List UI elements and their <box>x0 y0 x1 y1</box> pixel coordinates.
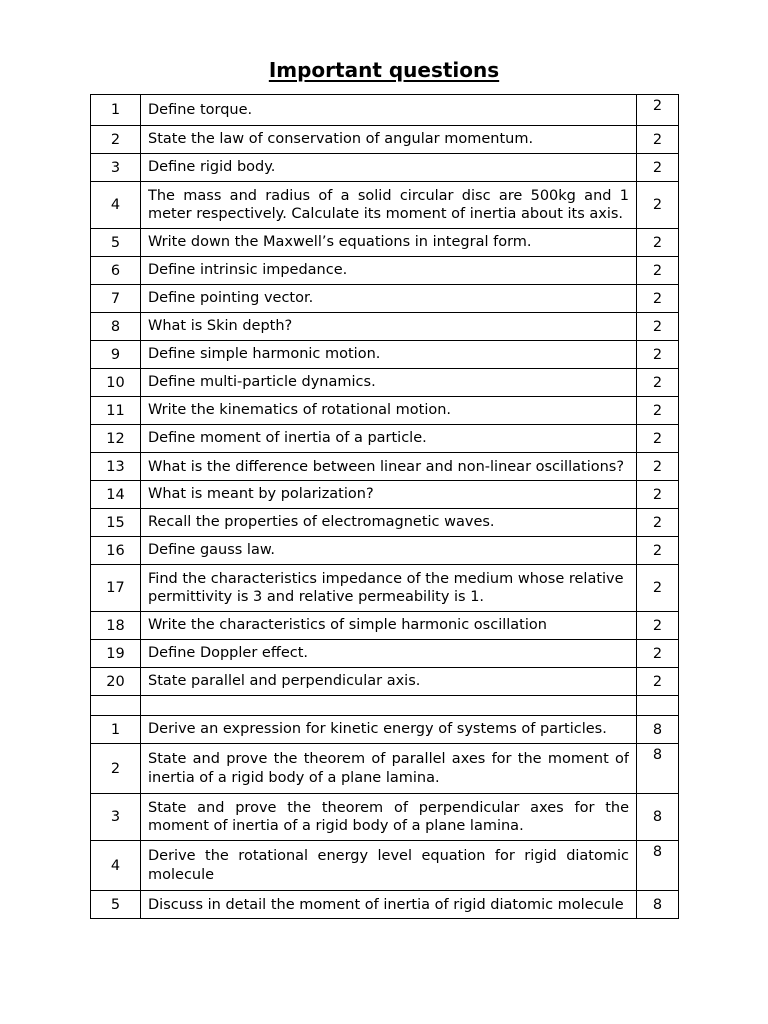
question-marks: 8 <box>637 841 679 891</box>
question-number: 14 <box>91 481 141 509</box>
question-text-content: Write the characteristics of simple harmonic oscillation <box>148 617 547 634</box>
question-text <box>141 537 637 565</box>
question-text-content: Define gauss law. <box>148 542 275 559</box>
table-row <box>91 369 679 397</box>
question-marks: 2 <box>637 453 679 481</box>
question-text-content: The mass and radius of a solid circular disc are 500kg and 1 meter respectively. Calculate its moment of inertia about its axis. <box>148 187 629 222</box>
question-number: 10 <box>91 369 141 397</box>
question-number: 13 <box>91 453 141 481</box>
empty-cell <box>637 696 679 716</box>
question-text <box>141 397 637 425</box>
question-text <box>141 744 637 794</box>
question-text <box>141 257 637 285</box>
question-number: 11 <box>91 397 141 425</box>
question-text-content: State and prove the theorem of perpendicular axes for the moment of inertia of a rigid body of a plane lamina. <box>148 799 629 834</box>
question-marks: 2 <box>637 313 679 341</box>
question-text-content: What is Skin depth? <box>148 318 293 335</box>
question-number: 20 <box>91 668 141 696</box>
question-text <box>141 285 637 313</box>
question-text-content: Write the kinematics of rotational motion. <box>148 402 452 419</box>
section-separator-row <box>91 696 679 716</box>
question-number: 15 <box>91 509 141 537</box>
question-text-content: What is the difference between linear and non-linear oscillations? <box>148 458 625 475</box>
question-text-content: Find the characteristics impedance of the medium whose relative permittivity is 3 and relative permeability is 1. <box>148 570 624 605</box>
question-text <box>141 640 637 668</box>
question-text <box>141 716 637 744</box>
question-text <box>141 481 637 509</box>
question-marks: 2 <box>637 565 679 612</box>
question-text-content: Define torque. <box>148 101 253 118</box>
question-marks: 2 <box>637 509 679 537</box>
question-number: 19 <box>91 640 141 668</box>
questions-table-body <box>91 95 679 919</box>
question-text-content: Define multi-particle dynamics. <box>148 374 376 391</box>
question-text <box>141 313 637 341</box>
question-marks: 2 <box>637 341 679 369</box>
question-number: 3 <box>91 154 141 182</box>
question-marks: 2 <box>637 668 679 696</box>
table-row <box>91 397 679 425</box>
question-marks: 8 <box>637 716 679 744</box>
question-marks: 2 <box>637 95 679 126</box>
table-row <box>91 640 679 668</box>
question-number: 6 <box>91 257 141 285</box>
question-text-content: Define Doppler effect. <box>148 645 309 662</box>
question-text-content: Write down the Maxwell’s equations in integral form. <box>148 234 532 251</box>
question-text-content: Define rigid body. <box>148 159 276 176</box>
question-marks: 2 <box>637 182 679 229</box>
question-number: 9 <box>91 341 141 369</box>
question-text <box>141 182 637 229</box>
question-marks: 2 <box>637 126 679 154</box>
table-row <box>91 182 679 229</box>
table-row <box>91 612 679 640</box>
question-number: 4 <box>91 841 141 891</box>
question-marks: 2 <box>637 369 679 397</box>
question-number: 3 <box>91 794 141 841</box>
question-number: 12 <box>91 425 141 453</box>
question-text-content: Define intrinsic impedance. <box>148 262 348 279</box>
table-row <box>91 716 679 744</box>
question-text <box>141 509 637 537</box>
empty-cell <box>141 696 637 716</box>
question-text <box>141 612 637 640</box>
table-row <box>91 229 679 257</box>
table-row <box>91 341 679 369</box>
question-number: 4 <box>91 182 141 229</box>
question-number: 17 <box>91 565 141 612</box>
question-text <box>141 891 637 919</box>
page-title: Important questions <box>268 58 500 82</box>
question-text <box>141 453 637 481</box>
table-row <box>91 509 679 537</box>
question-marks: 2 <box>637 425 679 453</box>
table-row <box>91 481 679 509</box>
table-row <box>91 744 679 794</box>
question-number: 8 <box>91 313 141 341</box>
question-text <box>141 841 637 891</box>
table-row <box>91 313 679 341</box>
table-row <box>91 257 679 285</box>
question-text-content: Discuss in detail the moment of inertia of rigid diatomic molecule <box>148 896 624 913</box>
question-text <box>141 425 637 453</box>
question-marks: 8 <box>637 744 679 794</box>
question-text-content: Derive an expression for kinetic energy of systems of particles. <box>148 721 607 738</box>
question-number: 16 <box>91 537 141 565</box>
question-marks: 2 <box>637 537 679 565</box>
question-marks: 2 <box>637 640 679 668</box>
question-text <box>141 369 637 397</box>
question-marks: 2 <box>637 257 679 285</box>
table-row <box>91 285 679 313</box>
question-text-content: Define moment of inertia of a particle. <box>148 430 427 447</box>
table-row <box>91 537 679 565</box>
question-number: 1 <box>91 95 141 126</box>
question-text-content: Define pointing vector. <box>148 290 314 307</box>
question-text-content: Derive the rotational energy level equation for rigid diatomic molecule <box>148 848 629 883</box>
question-text-content: State parallel and perpendicular axis. <box>148 673 421 690</box>
question-marks: 2 <box>637 397 679 425</box>
question-text-content: What is meant by polarization? <box>148 486 374 503</box>
question-text <box>141 154 637 182</box>
question-number: 18 <box>91 612 141 640</box>
table-row <box>91 453 679 481</box>
question-number: 5 <box>91 891 141 919</box>
question-number: 5 <box>91 229 141 257</box>
question-number: 2 <box>91 744 141 794</box>
question-text <box>141 341 637 369</box>
questions-table <box>90 94 679 919</box>
table-row <box>91 95 679 126</box>
question-number: 7 <box>91 285 141 313</box>
question-text <box>141 229 637 257</box>
question-text <box>141 794 637 841</box>
question-marks: 2 <box>637 612 679 640</box>
question-marks: 2 <box>637 285 679 313</box>
table-row <box>91 891 679 919</box>
question-text-content: State the law of conservation of angular momentum. <box>148 131 534 148</box>
question-text-content: Define simple harmonic motion. <box>148 346 381 363</box>
table-row <box>91 794 679 841</box>
question-text <box>141 668 637 696</box>
table-row <box>91 126 679 154</box>
question-marks: 8 <box>637 891 679 919</box>
table-row <box>91 565 679 612</box>
question-number: 2 <box>91 126 141 154</box>
question-text-content: Recall the properties of electromagnetic waves. <box>148 514 495 531</box>
question-marks: 8 <box>637 794 679 841</box>
question-text <box>141 95 637 126</box>
empty-cell <box>91 696 141 716</box>
table-row <box>91 154 679 182</box>
question-marks: 2 <box>637 154 679 182</box>
question-marks: 2 <box>637 229 679 257</box>
question-text <box>141 565 637 612</box>
table-row <box>91 841 679 891</box>
question-number: 1 <box>91 716 141 744</box>
question-text <box>141 126 637 154</box>
table-row <box>91 425 679 453</box>
table-row <box>91 668 679 696</box>
question-marks: 2 <box>637 481 679 509</box>
question-text-content: State and prove the theorem of parallel axes for the moment of inertia of a rigid body of a plane lamina. <box>148 751 629 786</box>
